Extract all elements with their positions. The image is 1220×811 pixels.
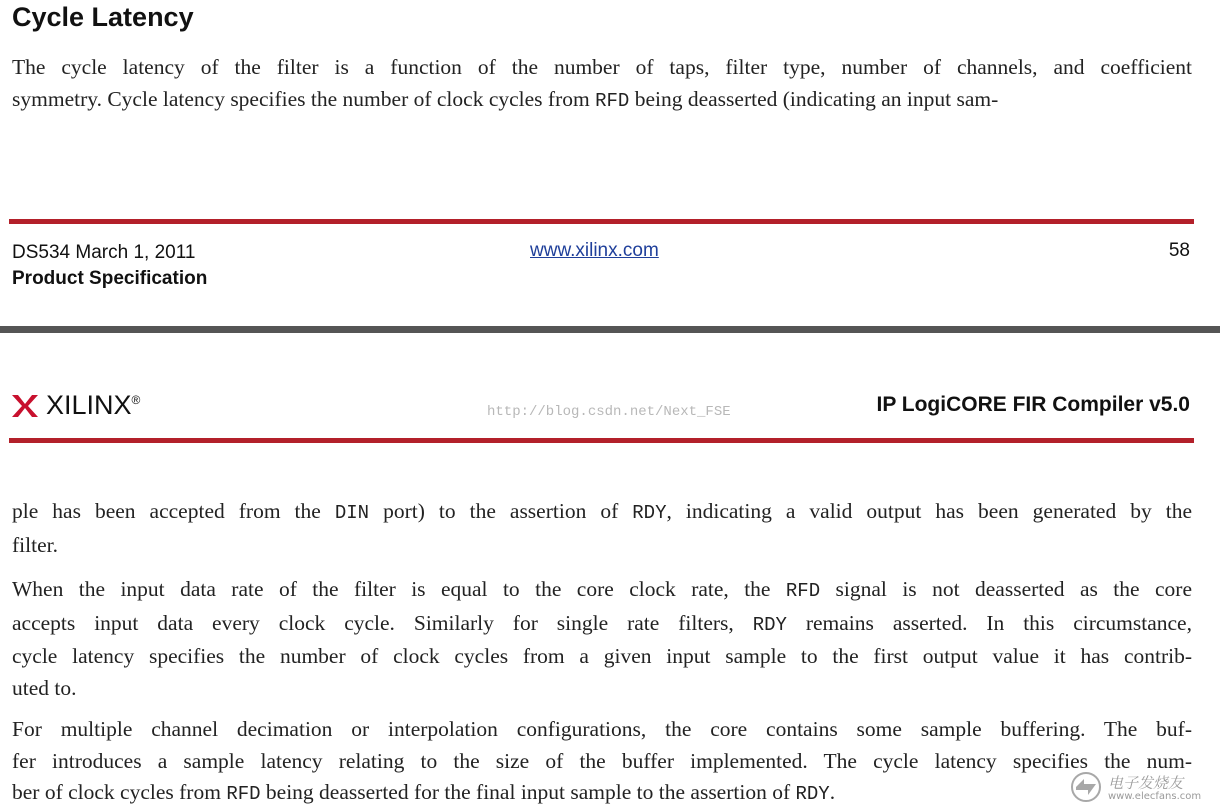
corner-watermark-text: 电子发烧友 [1108, 774, 1184, 792]
xilinx-logo [12, 390, 140, 421]
signal-name: RDY [795, 783, 830, 805]
footer-website-link[interactable]: www.xilinx.com [530, 240, 659, 261]
signal-name: RFD [785, 580, 821, 602]
signal-name: RDY [752, 613, 787, 636]
section-heading: Cycle Latency [12, 2, 194, 32]
paragraph-cycle-latency-intro [12, 52, 1192, 117]
paragraph-input-rate [12, 574, 1192, 704]
text-line [12, 673, 1192, 705]
elecfans-logo-icon [1066, 770, 1106, 804]
text-segment: ber of clock cycles from [12, 780, 227, 804]
text-segment: accepts input data every clock cycle. Similarly for single rate filters, [12, 610, 753, 635]
text-segment: . [829, 780, 836, 804]
text-segment: being deasserted (indicating an input sam- [629, 86, 999, 111]
corner-watermark-url: www.elecfans.com [1108, 791, 1202, 802]
text-segment: When the input data rate of the filter is equal to the core clock rate, the [12, 577, 786, 601]
text-segment: The cycle latency of the filter is a function of the number of taps, filter type, number of channels, and coefficient [12, 55, 1192, 79]
page-separator [0, 326, 1220, 333]
text-segment: fer introduces a sample latency relating to the size of the buffer implemented. The cycle latency specifies the num- [12, 748, 1192, 773]
footer-doc-info [12, 240, 207, 292]
text-line [12, 52, 1192, 84]
text-segment: , indicating a valid output has been generated by the [666, 499, 1192, 523]
logo-registered-mark: ® [131, 393, 141, 407]
text-line [12, 530, 1192, 562]
footer-doc-id: DS534 March 1, 2011 [12, 242, 196, 263]
text-line [12, 641, 1192, 673]
text-segment: cycle latency specifies the number of clock cycles from a given input sample to the first output value it has contrib- [12, 644, 1192, 668]
text-segment: symmetry. Cycle latency specifies the number of clock cycles from [12, 86, 596, 111]
text-segment: being deasserted for the final input sample to the assertion of [260, 780, 796, 804]
text-segment: remains asserted. In this circumstance, [786, 610, 1192, 635]
text-line [12, 608, 1192, 642]
text-segment: signal is not deasserted as the core [820, 577, 1192, 601]
text-line [12, 574, 1192, 608]
text-segment: ple has been accepted from the [12, 499, 335, 523]
text-line [12, 746, 1192, 778]
footer-page-number: 58 [1168, 240, 1190, 261]
footer-doc-type: Product Specification [12, 268, 208, 289]
text-line [12, 777, 1192, 811]
signal-name: RFD [595, 89, 630, 112]
xilinx-logo-icon [12, 393, 38, 419]
text-segment: For multiple channel decimation or interpolation configurations, the core contains some sample buffering. The buf- [12, 717, 1192, 741]
signal-name: DIN [334, 502, 370, 524]
header-rule [9, 438, 1194, 443]
footer-rule [9, 219, 1194, 224]
text-segment: port) to the assertion of [369, 499, 633, 523]
logo-text: XILINX [46, 390, 132, 420]
paragraph-continuation [12, 496, 1192, 561]
text-line [12, 84, 1192, 118]
paragraph-multichannel [12, 714, 1192, 811]
text-line [12, 496, 1192, 530]
signal-name: RDY [632, 502, 667, 524]
text-segment: filter. [12, 532, 58, 557]
blog-watermark: http://blog.csdn.net/Next_FSE [487, 404, 731, 420]
text-segment: uted to. [12, 675, 77, 700]
text-line [12, 714, 1192, 746]
header-title: IP LogiCORE FIR Compiler v5.0 [876, 393, 1190, 416]
signal-name: RFD [226, 783, 261, 805]
